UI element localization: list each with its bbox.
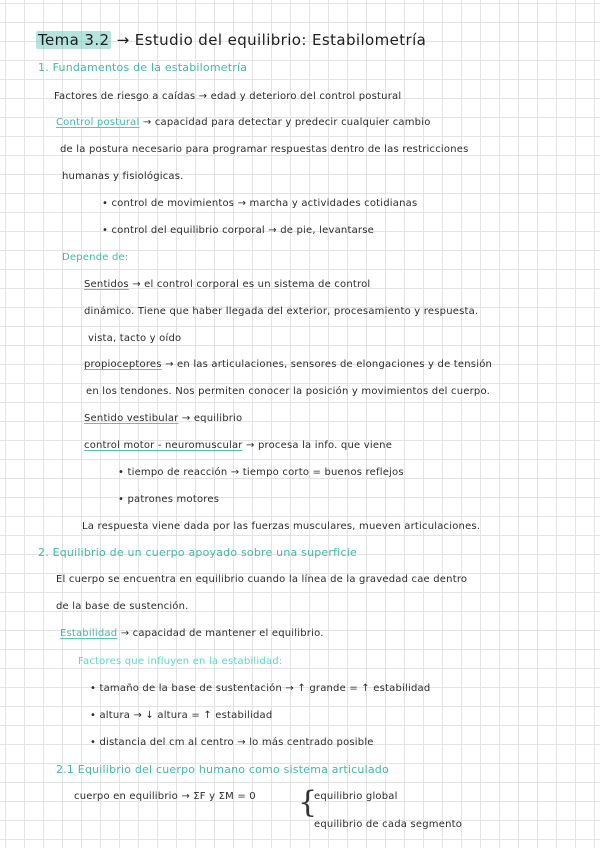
title-text: Estudio del equilibrio: Estabilometría — [134, 31, 427, 49]
estabilidad-term: Estabilidad — [60, 628, 118, 639]
propioceptores-def: → en las articulaciones, sensores de elongaciones y de tensión — [165, 359, 493, 370]
control-postural-line — [56, 116, 431, 130]
factores-heading: Factores que influyen en la estabilidad: — [78, 656, 283, 667]
estabilidad-def: → capacidad de mantener el equilibrio. — [120, 628, 324, 639]
vestibular-term: Sentido vestibular — [84, 413, 179, 424]
depende-de-heading: Depende de: — [62, 252, 129, 263]
control-postural-line-3: humanas y fisiológicas. — [62, 171, 184, 182]
bullet-control-movimientos: • control de movimientos → marcha y actividades cotidianas — [102, 198, 418, 209]
sentidos-term: Sentidos — [84, 279, 129, 290]
section-2-line-2: de la base de sustención. — [56, 601, 189, 612]
sentidos-line-2: dinámico. Tiene que haber llegada del exterior, procesamiento y respuesta. — [84, 306, 479, 317]
bullet-patrones-motores: • patrones motores — [118, 494, 220, 505]
factor-tamano-base: • tamaño de la base de sustentación → ↑ grande = ↑ estabilidad — [90, 683, 431, 694]
section-2-line-1: El cuerpo se encuentra en equilibrio cuando la línea de la gravedad cae dentro — [56, 574, 468, 585]
control-motor-line — [84, 439, 392, 453]
bullet-tiempo-reaccion: • tiempo de reacción → tiempo corto = buenos reflejos — [118, 467, 404, 478]
vestibular-line — [84, 412, 242, 426]
control-motor-term: control motor - neuromuscular — [84, 440, 243, 451]
control-motor-def: → procesa la info. que viene — [246, 440, 393, 451]
control-postural-def: → capacidad para detectar y predecir cualquier cambio — [142, 117, 431, 128]
risk-factors-line: Factores de riesgo a caídas → edad y deterioro del control postural — [54, 91, 402, 102]
title-arrow: → — [116, 31, 130, 49]
cuerpo-equilibrio-line: cuerpo en equilibrio → ΣF y ΣM = 0 — [74, 791, 256, 802]
section-2-heading: 2. Equilibrio de un cuerpo apoyado sobre una superficie — [38, 546, 357, 559]
sentidos-def: → el control corporal es un sistema de control — [132, 279, 371, 290]
estabilidad-line — [60, 627, 324, 641]
equilibrio-global: equilibrio global — [314, 791, 398, 802]
vestibular-def: → equilibrio — [181, 413, 243, 424]
brace-symbol: { — [298, 785, 318, 820]
propioceptores-line — [84, 358, 492, 372]
control-postural-term: Control postural — [56, 117, 140, 128]
sentidos-line-3: vista, tacto y oído — [88, 333, 182, 344]
propioceptores-line-2: en los tendones. Nos permiten conocer la posición y movimientos del cuerpo. — [86, 386, 490, 397]
factor-distancia-cm: • distancia del cm al centro → lo más centrado posible — [90, 737, 374, 748]
sentidos-line — [84, 278, 370, 292]
section-2-1-heading: 2.1 Equilibrio del cuerpo humano como sistema articulado — [56, 763, 389, 776]
equilibrio-segmento: equilibrio de cada segmento — [314, 819, 463, 830]
bullet-control-equilibrio: • control del equilibrio corporal → de pie, levantarse — [102, 225, 374, 236]
section-1-heading: 1. Fundamentos de la estabilometría — [38, 61, 248, 74]
page-title — [36, 30, 426, 50]
factor-altura: • altura → ↓ altura = ↑ estabilidad — [90, 710, 273, 721]
control-postural-line-2: de la postura necesario para programar respuestas dentro de las restricciones — [60, 144, 469, 155]
propioceptores-term: propioceptores — [84, 359, 162, 370]
respuesta-line: La respuesta viene dada por las fuerzas musculares, mueven articulaciones. — [82, 521, 481, 532]
topic-tag: Tema 3.2 — [38, 31, 110, 49]
